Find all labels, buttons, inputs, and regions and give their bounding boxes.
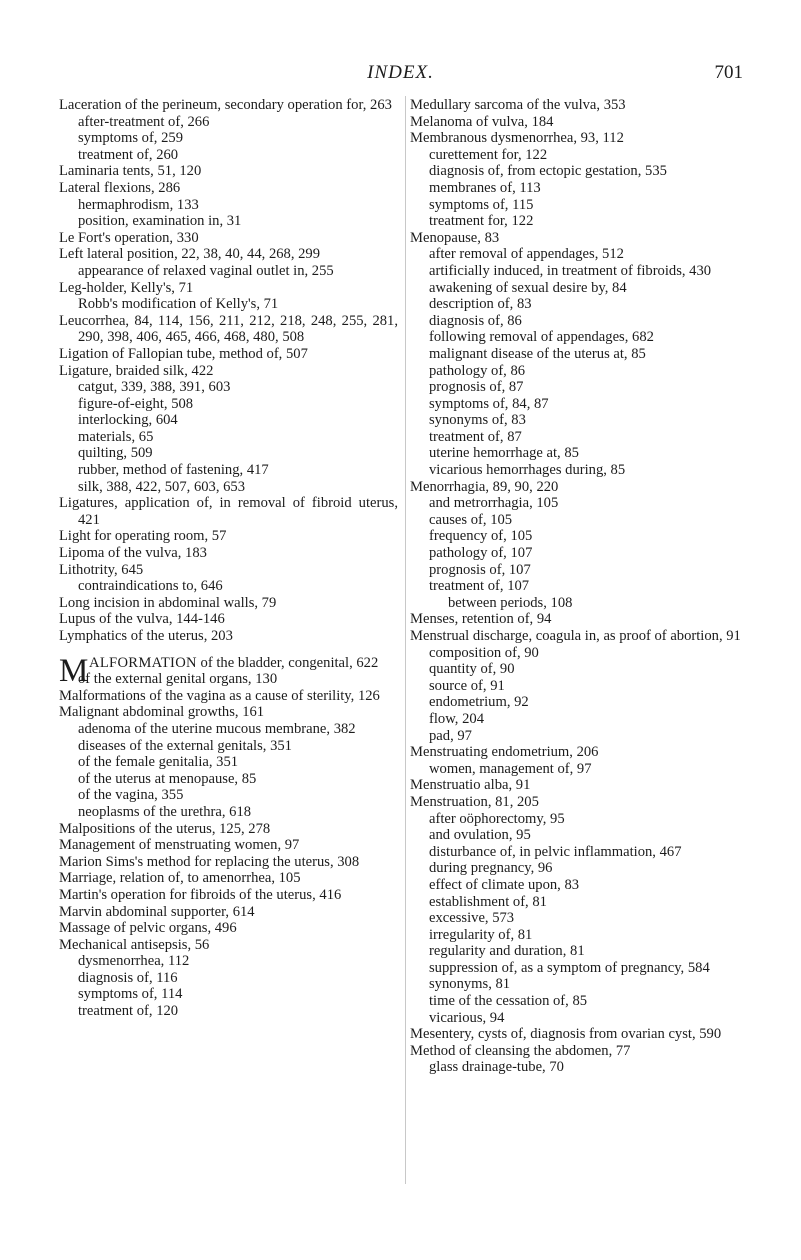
index-entry	[59, 246, 398, 263]
entry-text: symptoms of, 115	[429, 196, 534, 213]
index-subentry	[410, 512, 751, 529]
running-title: INDEX.	[367, 62, 434, 83]
entry-text: Menstrual discharge, coagula in, as proof of abortion, 91	[410, 628, 741, 644]
index-entry	[59, 230, 398, 247]
entry-text: Laminaria tents, 51, 120	[59, 163, 202, 180]
section-drop-cap: M	[59, 652, 89, 689]
entry-text: Lateral flexions, 286	[59, 179, 181, 196]
entry-text: regularity and duration, 81	[429, 943, 585, 960]
index-entry	[59, 854, 398, 871]
page-header	[0, 62, 801, 92]
entry-text: membranes of, 113	[429, 179, 541, 196]
entry-text: Ligatures, application of, in removal of fibroid uterus, 421	[59, 495, 398, 528]
entry-text: contraindications to, 646	[78, 578, 223, 595]
entry-text: suppression of, as a symptom of pregnancy, 584	[429, 959, 710, 976]
entry-text: artificially induced, in treatment of fibroids, 430	[429, 262, 712, 279]
index-subentry	[410, 711, 751, 728]
index-subentry	[410, 462, 751, 479]
entry-text: women, management of, 97	[429, 760, 592, 777]
entry-text: interlocking, 604	[78, 412, 178, 429]
index-subentry	[59, 771, 398, 788]
index-subentry	[410, 811, 751, 828]
page-number: 701	[714, 62, 743, 83]
entry-text: figure-of-eight, 508	[78, 395, 194, 412]
index-subentry	[410, 578, 751, 595]
entry-text: vicarious, 94	[429, 1009, 505, 1026]
entry-text: Lymphatics of the uterus, 203	[59, 628, 233, 644]
index-subentry	[410, 197, 751, 214]
index-subentry	[59, 213, 398, 230]
index-entry	[59, 163, 398, 180]
index-subentry	[59, 130, 398, 147]
index-subentry	[410, 379, 751, 396]
index-entry	[59, 313, 398, 346]
entry-text: composition of, 90	[429, 644, 539, 661]
index-subentry	[410, 263, 751, 280]
entry-text: diagnosis of, from ectopic gestation, 535	[429, 163, 667, 180]
index-subentry	[59, 970, 398, 987]
entry-text: during pregnancy, 96	[429, 860, 553, 877]
index-subentry	[410, 528, 751, 545]
entry-text: flow, 204	[429, 710, 484, 727]
index-subentry	[59, 147, 398, 164]
index-entry	[59, 628, 398, 645]
entry-text: Management of menstruating women, 97	[59, 837, 300, 854]
entry-text: of the external genital organs, 130	[78, 671, 278, 688]
index-entry	[410, 97, 751, 114]
index-subentry	[410, 445, 751, 462]
entry-text: symptoms of, 259	[78, 130, 183, 147]
index-entry	[59, 545, 398, 562]
index-entry	[410, 744, 751, 761]
entry-text: after oöphorectomy, 95	[429, 810, 565, 827]
index-subentry	[59, 986, 398, 1003]
index-subentry	[59, 671, 398, 688]
entry-text: time of the cessation of, 85	[429, 993, 588, 1010]
index-entry	[410, 611, 751, 628]
entry-text: Malformations of the vagina as a cause of sterility, 126	[59, 687, 380, 704]
entry-text: dysmenorrhea, 112	[78, 953, 190, 970]
entry-text: synonyms of, 83	[429, 412, 526, 429]
entry-text: causes of, 105	[429, 511, 513, 528]
index-entry	[59, 595, 398, 612]
entry-text: quilting, 509	[78, 445, 153, 462]
index-subentry	[410, 562, 751, 579]
entry-text: Left lateral position, 22, 38, 40, 44, 268, 299	[59, 246, 321, 263]
entry-text: vicarious hemorrhages during, 85	[429, 462, 626, 479]
index-entry	[410, 230, 751, 247]
entry-text: neoplasms of the urethra, 618	[78, 803, 252, 820]
index-entry	[59, 180, 398, 197]
index-subentry	[59, 296, 398, 313]
section-caps-word: ALFORMATION	[89, 654, 197, 671]
index-subentry	[410, 429, 751, 446]
entry-text: rubber, method of fastening, 417	[78, 462, 269, 479]
entry-text: treatment for, 122	[429, 213, 534, 230]
entry-text: frequency of, 105	[429, 528, 533, 545]
entry-text: between periods, 108	[448, 594, 573, 611]
index-subentry	[59, 412, 398, 429]
entry-text: Ligature, braided silk, 422	[59, 362, 214, 379]
index-subentry	[59, 1003, 398, 1020]
index-entry	[410, 1026, 751, 1043]
entry-text: Martin's operation for fibroids of the uterus, 416	[59, 886, 342, 903]
entry-text: Malignant abdominal growths, 161	[59, 704, 265, 721]
index-subentry	[59, 445, 398, 462]
entry-text: Massage of pelvic organs, 496	[59, 920, 237, 937]
index-subentry	[410, 329, 751, 346]
index-subentry	[59, 197, 398, 214]
index-subentry	[59, 479, 398, 496]
index-subentry	[410, 860, 751, 877]
entry-text: treatment of, 87	[429, 428, 522, 445]
index-subentry	[410, 661, 751, 678]
entry-text: irregularity of, 81	[429, 926, 533, 943]
index-subentry	[410, 412, 751, 429]
index-subentry	[59, 804, 398, 821]
index-subentry	[410, 894, 751, 911]
index-entry	[59, 688, 398, 705]
index-entry	[59, 611, 398, 628]
entry-text: treatment of, 260	[78, 146, 179, 163]
entry-text: pathology of, 107	[429, 545, 533, 562]
entry-text: prognosis of, 87	[429, 379, 524, 396]
entry-text: Menstruatio alba, 91	[410, 777, 531, 794]
index-subentry	[410, 960, 751, 977]
index-subentry	[410, 877, 751, 894]
entry-text: hermaphrodism, 133	[78, 196, 199, 213]
entry-text: quantity of, 90	[429, 661, 515, 678]
entry-text: appearance of relaxed vaginal outlet in, 255	[78, 262, 334, 279]
entry-text: Laceration of the perineum, secondary operation for, 263	[59, 97, 392, 113]
entry-text: Membranous dysmenorrhea, 93, 112	[410, 130, 624, 147]
entry-text: and metrorrhagia, 105	[429, 495, 559, 512]
entry-text: symptoms of, 84, 87	[429, 395, 549, 412]
index-entry	[59, 346, 398, 363]
entry-text: effect of climate upon, 83	[429, 876, 580, 893]
entry-text: Menses, retention of, 94	[410, 611, 552, 628]
index-subentry	[410, 943, 751, 960]
index-subentry	[410, 645, 751, 662]
index-subentry	[410, 495, 751, 512]
index-entry	[59, 887, 398, 904]
entry-text: of the female genitalia, 351	[78, 754, 239, 771]
index-subentry	[59, 787, 398, 804]
index-column-left	[59, 97, 398, 1020]
entry-text: Mechanical antisepsis, 56	[59, 936, 210, 953]
index-subsubentry	[410, 595, 751, 612]
index-entry	[410, 130, 751, 147]
entry-text: Malpositions of the uterus, 125, 278	[59, 820, 271, 837]
index-entry	[59, 363, 398, 380]
entry-text: pad, 97	[429, 727, 472, 744]
index-subentry	[410, 396, 751, 413]
index-entry	[59, 904, 398, 921]
index-subentry	[59, 721, 398, 738]
entry-text: Le Fort's operation, 330	[59, 229, 199, 246]
index-subentry	[410, 180, 751, 197]
index-subentry	[410, 246, 751, 263]
index-subentry	[410, 976, 751, 993]
entry-text: treatment of, 107	[429, 578, 530, 595]
entry-text: and ovulation, 95	[429, 827, 531, 844]
entry-text: Leg-holder, Kelly's, 71	[59, 279, 194, 296]
index-entry	[410, 777, 751, 794]
entry-text: synonyms, 81	[429, 976, 511, 993]
index-subentry	[410, 993, 751, 1010]
index-subentry	[410, 827, 751, 844]
entry-text: disturbance of, in pelvic inflammation, 467	[429, 843, 682, 860]
entry-text: of the vagina, 355	[78, 787, 184, 804]
entry-text: catgut, 339, 388, 391, 603	[78, 379, 231, 396]
entry-text: Ligation of Fallopian tube, method of, 507	[59, 345, 308, 362]
entry-text: Lithotrity, 645	[59, 561, 144, 578]
entry-text: pathology of, 86	[429, 362, 526, 379]
index-subentry	[410, 1059, 751, 1076]
index-entry	[59, 821, 398, 838]
index-subentry	[410, 694, 751, 711]
entry-text: of the uterus at menopause, 85	[78, 770, 257, 787]
index-entry	[59, 97, 398, 114]
index-subentry	[410, 910, 751, 927]
entry-text: Menstruating endometrium, 206	[410, 744, 599, 761]
index-entry	[410, 479, 751, 496]
index-subentry	[410, 927, 751, 944]
index-subentry	[59, 462, 398, 479]
entry-text: symptoms of, 114	[78, 986, 183, 1003]
entry-text: after-treatment of, 266	[78, 113, 210, 130]
entry-text: diagnosis of, 86	[429, 312, 522, 329]
index-entry	[59, 562, 398, 579]
entry-text: Menorrhagia, 89, 90, 220	[410, 478, 559, 495]
entry-text: following removal of appendages, 682	[429, 329, 654, 346]
index-entry	[59, 528, 398, 545]
index-subentry	[59, 263, 398, 280]
index-subentry	[59, 953, 398, 970]
index-entry	[410, 794, 751, 811]
index-entry	[59, 920, 398, 937]
index-subentry	[59, 738, 398, 755]
entry-text: malignant disease of the uterus at, 85	[429, 345, 646, 362]
index-subentry	[59, 379, 398, 396]
entry-text: diagnosis of, 116	[78, 969, 178, 986]
entry-text: curettement for, 122	[429, 146, 548, 163]
entry-text: silk, 388, 422, 507, 603, 653	[78, 478, 246, 495]
index-subentry	[59, 754, 398, 771]
index-subentry	[410, 1010, 751, 1027]
entry-text: position, examination in, 31	[78, 213, 242, 230]
entry-text: uterine hemorrhage at, 85	[429, 445, 579, 462]
index-subentry	[410, 163, 751, 180]
entry-text: Method of cleansing the abdomen, 77	[410, 1042, 631, 1059]
index-subentry	[59, 578, 398, 595]
index-entry	[59, 837, 398, 854]
index-entry	[410, 114, 751, 131]
entry-text: source of, 91	[429, 677, 505, 694]
entry-text: Light for operating room, 57	[59, 528, 227, 545]
entry-text: prognosis of, 107	[429, 561, 531, 578]
index-subentry	[410, 545, 751, 562]
entry-text: materials, 65	[78, 428, 154, 445]
entry-text: Leucorrhea, 84, 114, 156, 211, 212, 218, 248, 255, 281, 290, 398, 406, 465, 466, 468, 480, 508	[59, 312, 398, 346]
index-subentry	[410, 844, 751, 861]
entry-text: Robb's modification of Kelly's, 71	[78, 296, 279, 313]
entry-text: Mesentery, cysts of, diagnosis from ovarian cyst, 590	[410, 1026, 722, 1043]
index-subentry	[410, 728, 751, 745]
entry-text: excessive, 573	[429, 910, 515, 927]
entry-text: Marriage, relation of, to amenorrhea, 105	[59, 870, 301, 887]
index-subentry	[410, 363, 751, 380]
index-subentry	[410, 280, 751, 297]
index-subentry	[410, 313, 751, 330]
entry-text: description of, 83	[429, 296, 532, 313]
entry-text: Menstruation, 81, 205	[410, 793, 539, 810]
index-subentry	[410, 213, 751, 230]
entry-text: endometrium, 92	[429, 694, 529, 711]
index-subentry	[59, 396, 398, 413]
entry-text: Menopause, 83	[410, 229, 500, 246]
entry-text: glass drainage-tube, 70	[429, 1059, 564, 1076]
entry-text: treatment of, 120	[78, 1003, 179, 1020]
index-subentry	[410, 761, 751, 778]
index-subentry	[59, 114, 398, 131]
index-column-right	[410, 97, 751, 1076]
entry-text: awakening of sexual desire by, 84	[429, 279, 627, 296]
index-subentry	[410, 678, 751, 695]
index-subentry	[410, 296, 751, 313]
entry-text: Marion Sims's method for replacing the uterus, 308	[59, 853, 360, 870]
column-divider	[405, 96, 406, 1184]
index-subentry	[59, 429, 398, 446]
index-entry	[59, 937, 398, 954]
entry-text: Lupus of the vulva, 144-146	[59, 611, 225, 628]
index-entry	[410, 628, 751, 645]
entry-text: adenoma of the uterine mucous membrane, 382	[78, 720, 356, 737]
entry-text: Long incision in abdominal walls, 79	[59, 594, 277, 611]
entry-text: of the bladder, congenital, 622	[196, 654, 379, 671]
entry-text: Lipoma of the vulva, 183	[59, 545, 207, 562]
entry-text: after removal of appendages, 512	[429, 246, 624, 263]
entry-text: Melanoma of vulva, 184	[410, 113, 554, 130]
index-entry	[410, 1043, 751, 1060]
entry-text: diseases of the external genitals, 351	[78, 737, 292, 754]
index-entry	[59, 495, 398, 528]
index-subentry	[410, 147, 751, 164]
index-entry	[59, 280, 398, 297]
entry-text: Medullary sarcoma of the vulva, 353	[410, 97, 626, 113]
entry-text: Marvin abdominal supporter, 614	[59, 903, 255, 920]
index-entry	[59, 704, 398, 721]
index-subentry	[410, 346, 751, 363]
entry-text: establishment of, 81	[429, 893, 547, 910]
index-entry	[59, 870, 398, 887]
